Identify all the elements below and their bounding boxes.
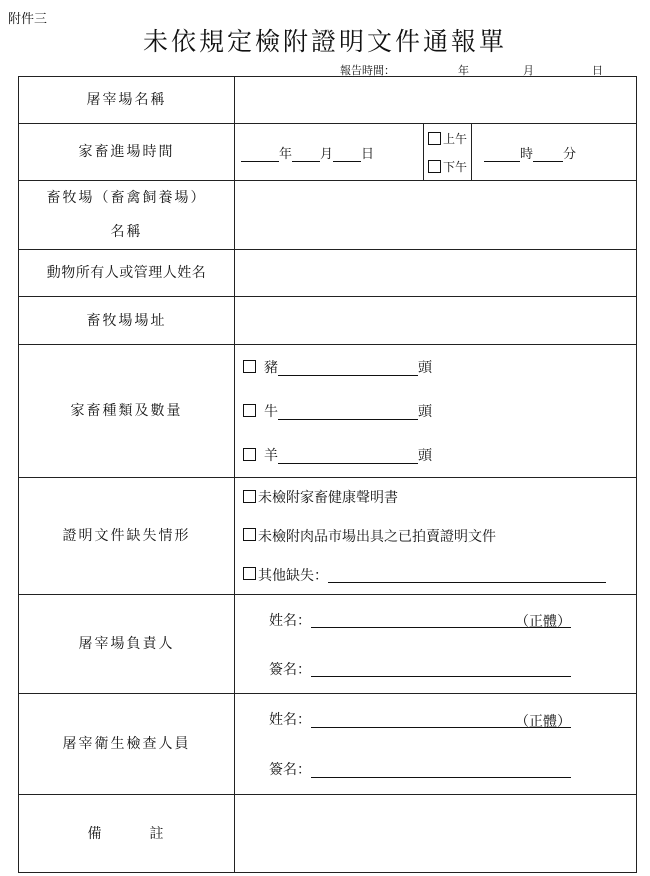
manager-sign-block — [235, 595, 636, 693]
cattle-checkbox[interactable] — [243, 404, 256, 417]
inspector-signature-row — [269, 759, 636, 779]
pm-option[interactable] — [428, 158, 467, 175]
label-missing-docs: 證明文件缺失情形 — [19, 478, 235, 595]
inspector-print-note: （正體） — [511, 711, 571, 728]
livestock-pig — [243, 357, 636, 377]
entry-month-label: 月 — [320, 146, 334, 162]
row-remarks — [19, 795, 637, 873]
pm-checkbox[interactable] — [428, 160, 441, 173]
row-entry-time — [19, 124, 637, 181]
row-inspector — [19, 694, 637, 795]
pig-checkbox[interactable] — [243, 360, 256, 373]
am-label: 上午 — [443, 131, 468, 146]
entry-minute-line[interactable] — [533, 145, 563, 162]
field-farm-address[interactable] — [235, 297, 637, 345]
manager-signature-label: 簽名： — [269, 661, 311, 678]
missing-1-checkbox[interactable] — [243, 490, 256, 503]
entry-month-line[interactable] — [292, 145, 320, 162]
missing-item-3 — [243, 565, 636, 585]
report-form — [18, 76, 637, 873]
manager-name-label: 姓名： — [269, 612, 311, 629]
livestock-cattle — [243, 401, 636, 421]
row-missing-docs — [19, 478, 637, 595]
row-farm-address — [19, 297, 637, 345]
report-day: 日 — [592, 64, 603, 77]
manager-signature-line[interactable] — [311, 660, 571, 677]
report-year: 年 — [458, 64, 469, 77]
entry-hour-line[interactable] — [484, 145, 520, 162]
label-slaughterhouse-name: 屠宰場名稱 — [19, 77, 235, 124]
page-title: 未依規定檢附證明文件通報單 — [142, 27, 507, 56]
field-entry-time — [235, 124, 637, 181]
label-farm-name — [19, 181, 235, 250]
missing-3-label: 其他缺失： — [258, 567, 328, 584]
inspector-name-line[interactable] — [311, 711, 511, 728]
row-livestock — [19, 345, 637, 478]
field-inspector — [235, 694, 637, 795]
cattle-count-line[interactable] — [278, 403, 418, 420]
sheep-checkbox[interactable] — [243, 448, 256, 461]
row-slaughterhouse-manager — [19, 595, 637, 694]
remarks-char-1: 備 — [87, 825, 104, 842]
pig-count-line[interactable] — [278, 359, 418, 376]
inspector-signature-line[interactable] — [311, 761, 571, 778]
entry-clock — [472, 143, 576, 162]
field-livestock — [235, 345, 637, 478]
attachment-label: 附件三 — [8, 12, 48, 27]
sheep-label: 羊 — [264, 448, 278, 464]
field-missing-docs — [235, 478, 637, 595]
cattle-label: 牛 — [264, 404, 278, 420]
missing-list — [235, 478, 636, 594]
field-remarks[interactable] — [235, 795, 637, 873]
entry-ampm — [423, 124, 472, 180]
livestock-sheep — [243, 445, 636, 465]
inspector-signature-label: 簽名： — [269, 762, 311, 778]
remarks-char-2: 註 — [149, 825, 166, 842]
entry-hour-label: 時 — [520, 146, 534, 162]
missing-1-label: 未檢附家畜健康聲明書 — [258, 490, 398, 507]
farm-name-line2: 名稱 — [110, 224, 143, 240]
am-checkbox[interactable] — [428, 132, 441, 145]
field-slaughterhouse-manager — [235, 595, 637, 694]
entry-day-label: 日 — [361, 146, 375, 162]
cattle-unit: 頭 — [418, 404, 432, 420]
label-inspector: 屠宰衛生檢查人員 — [19, 694, 235, 795]
label-livestock: 家畜種類及數量 — [19, 345, 235, 478]
missing-item-1 — [243, 487, 636, 507]
manager-signature-row — [269, 659, 636, 679]
pig-label: 豬 — [264, 360, 278, 376]
row-farm-name — [19, 181, 637, 250]
inspector-name-label: 姓名： — [269, 712, 311, 728]
entry-date — [235, 143, 423, 162]
missing-2-label: 未檢附肉品市場出具之已拍賣證明文件 — [258, 528, 496, 545]
entry-year-line[interactable] — [241, 145, 279, 162]
row-slaughterhouse-name — [19, 77, 637, 124]
missing-item-2 — [243, 526, 636, 546]
entry-day-line[interactable] — [333, 145, 361, 162]
field-owner-name[interactable] — [235, 250, 637, 297]
inspector-name-row — [269, 709, 636, 729]
farm-name-line1: 畜牧場（畜禽飼養場） — [46, 190, 207, 206]
manager-print-note: （正體） — [511, 611, 571, 628]
missing-3-checkbox[interactable] — [243, 567, 256, 580]
missing-2-checkbox[interactable] — [243, 528, 256, 541]
am-option[interactable] — [428, 130, 467, 147]
row-owner-name — [19, 250, 637, 297]
field-farm-name[interactable] — [235, 181, 637, 250]
manager-name-row — [269, 610, 636, 630]
label-entry-time: 家畜進場時間 — [19, 124, 235, 181]
report-month: 月 — [523, 64, 534, 77]
sheep-unit: 頭 — [418, 448, 432, 464]
sheep-count-line[interactable] — [278, 447, 418, 464]
label-owner-name: 動物所有人或管理人姓名 — [19, 250, 235, 297]
field-slaughterhouse-name[interactable] — [235, 77, 637, 124]
inspector-sign-block — [235, 694, 636, 794]
livestock-list — [235, 345, 636, 477]
entry-year-label: 年 — [279, 146, 293, 162]
report-time-label: 報告時間： — [340, 64, 395, 77]
label-remarks — [19, 795, 235, 873]
manager-name-line[interactable] — [311, 611, 511, 628]
entry-minute-label: 分 — [563, 146, 577, 162]
pig-unit: 頭 — [418, 360, 432, 376]
missing-other-line[interactable] — [328, 566, 606, 583]
label-farm-address: 畜牧場場址 — [19, 297, 235, 345]
pm-label: 下午 — [443, 159, 468, 174]
label-slaughterhouse-manager: 屠宰場負責人 — [19, 595, 235, 694]
